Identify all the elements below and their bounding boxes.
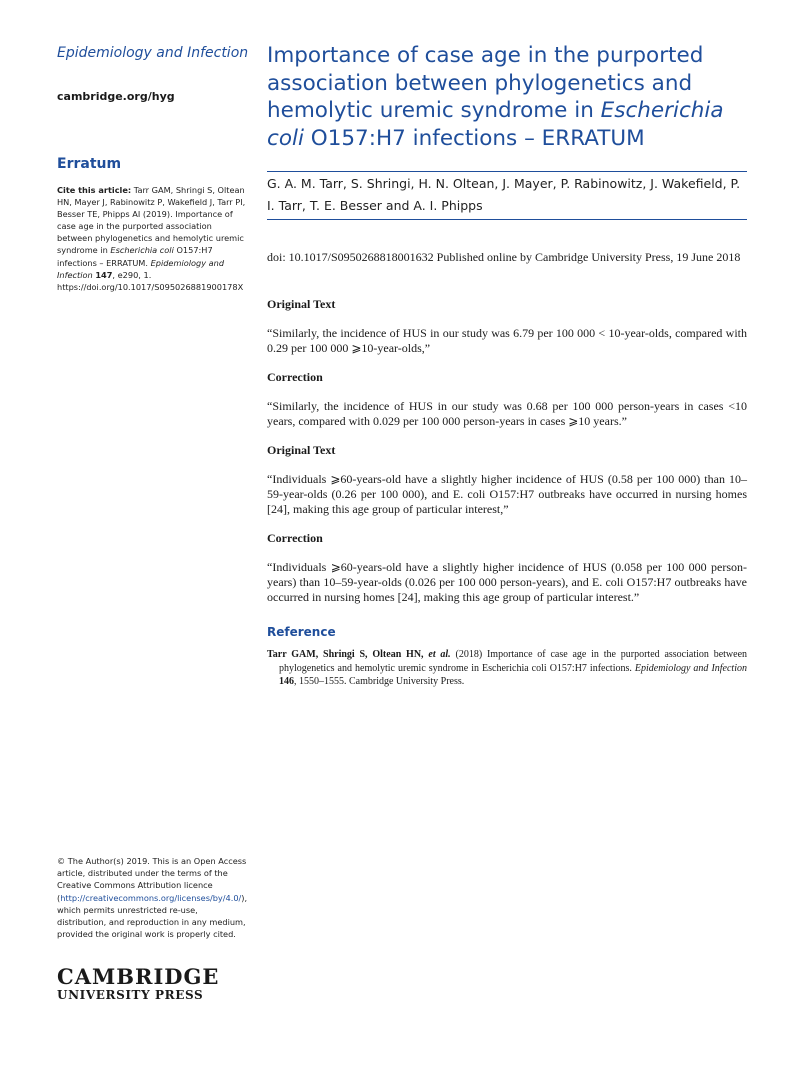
ref-journal: Epidemiology and Infection — [634, 662, 747, 674]
title-main: Importance of case age in the purported association between phylogenetics and hemolytic uremic syndrome in — [267, 43, 704, 123]
logo-line-2: UNIVERSITY PRESS — [57, 988, 204, 1002]
journal-site-link[interactable]: cambridge.org/hyg — [57, 90, 175, 103]
license-notice — [57, 855, 249, 940]
cambridge-logo — [57, 964, 220, 1002]
cite-journal: Epidemiology and Infection — [57, 257, 225, 280]
authors-line: G. A. M. Tarr, S. Shringi, H. N. Oltean, J. Mayer, P. Rabinowitz, J. Wakefield, P. I. Tarr, T. E. Besser and A. I. Phipps — [267, 176, 741, 213]
cite-text: Tarr GAM, Shringi S, Oltean HN, Mayer J, Rabinowitz P, Wakefield J, Tarr PI, Besser TE, Phipps AI (2019). Importance of case age in the purported association between phylogenetics and hemolytic uremic syndrome in — [57, 185, 246, 256]
title-organism: Escherichia coli — [267, 98, 724, 151]
article-title — [267, 42, 747, 152]
reference-entry — [267, 648, 747, 689]
section-text: “Individuals ⩾60-years-old have a slightly higher incidence of HUS (0.058 per 100 000 person-years) than 10–59-year-olds (0.026 per 100 000 person-years), and E. coli O157:H7 outbreaks have occurred in nursing homes [24], making this age group of particular interest.” — [267, 560, 747, 604]
title-divider — [267, 171, 747, 172]
title-tail: O157:H7 infections – ERRATUM — [310, 125, 645, 151]
section-text: “Individuals ⩾60-years-old have a slightly higher incidence of HUS (0.58 per 100 000) than 10–59-year-olds (0.26 per 100 000), and E. coli O157:H7 outbreaks have occurred in nursing homes [24], making this age group of particular interest,” — [267, 472, 747, 516]
cite-text2: O157:H7 infections – ERRATUM. — [57, 245, 213, 268]
cite-volume: 147 — [95, 269, 113, 280]
citation-block — [57, 184, 249, 293]
license-link[interactable]: http://creativecommons.org/licenses/by/4.0/ — [60, 892, 242, 903]
section-heading: Correction — [267, 370, 323, 384]
cite-organism: Escherichia coli — [110, 245, 174, 256]
article-type: Erratum — [57, 156, 122, 172]
article-body — [267, 250, 747, 689]
ref-volume: 146 — [279, 676, 294, 687]
license-text-2: ), which permits unrestricted re-use, distribution, and reproduction in any medium, provided the original work is properly cited. — [57, 892, 248, 940]
section-heading: Original Text — [267, 297, 336, 311]
license-text-1: © The Author(s) 2019. This is an Open Access article, distributed under the terms of the Creative Commons Attribution licence ( — [57, 856, 247, 903]
cite-label: Cite this article: — [57, 185, 132, 195]
section-heading: Correction — [267, 531, 323, 545]
section-text: “Similarly, the incidence of HUS in our study was 6.79 per 100 000 < 10-year-olds, compared with 0.29 per 100 000 ⩾10-year-olds,” — [267, 326, 747, 355]
journal-name: Epidemiology and Infection — [57, 45, 249, 61]
section-text: “Similarly, the incidence of HUS in our study was 0.68 per 100 000 person-years in cases <10 years, compared with 0.029 per 100 000 person-years in cases ⩾10 years.” — [267, 399, 747, 428]
reference-heading: Reference — [267, 625, 336, 639]
ref-authors: Tarr GAM, Shringi S, Oltean HN, — [267, 649, 424, 660]
ref-pages: , 1550–1555. Cambridge University Press. — [294, 676, 465, 687]
ref-etal: et al. — [428, 649, 451, 660]
section-heading: Original Text — [267, 443, 336, 457]
doi-line[interactable]: doi: 10.1017/S0950268818001632 Published online by Cambridge University Press, 19 June 2018 — [267, 250, 741, 264]
logo-line-1: CAMBRIDGE — [57, 964, 220, 989]
authors-divider — [267, 219, 747, 220]
ref-text: (2018) Importance of case age in the purported association between phylogenetics and hemolytic uremic syndrome in Escherichia coli O157:H7 infections. — [279, 649, 748, 674]
cite-pages: , e290, 1. https://doi.org/10.1017/S095026881900178X — [57, 269, 244, 292]
